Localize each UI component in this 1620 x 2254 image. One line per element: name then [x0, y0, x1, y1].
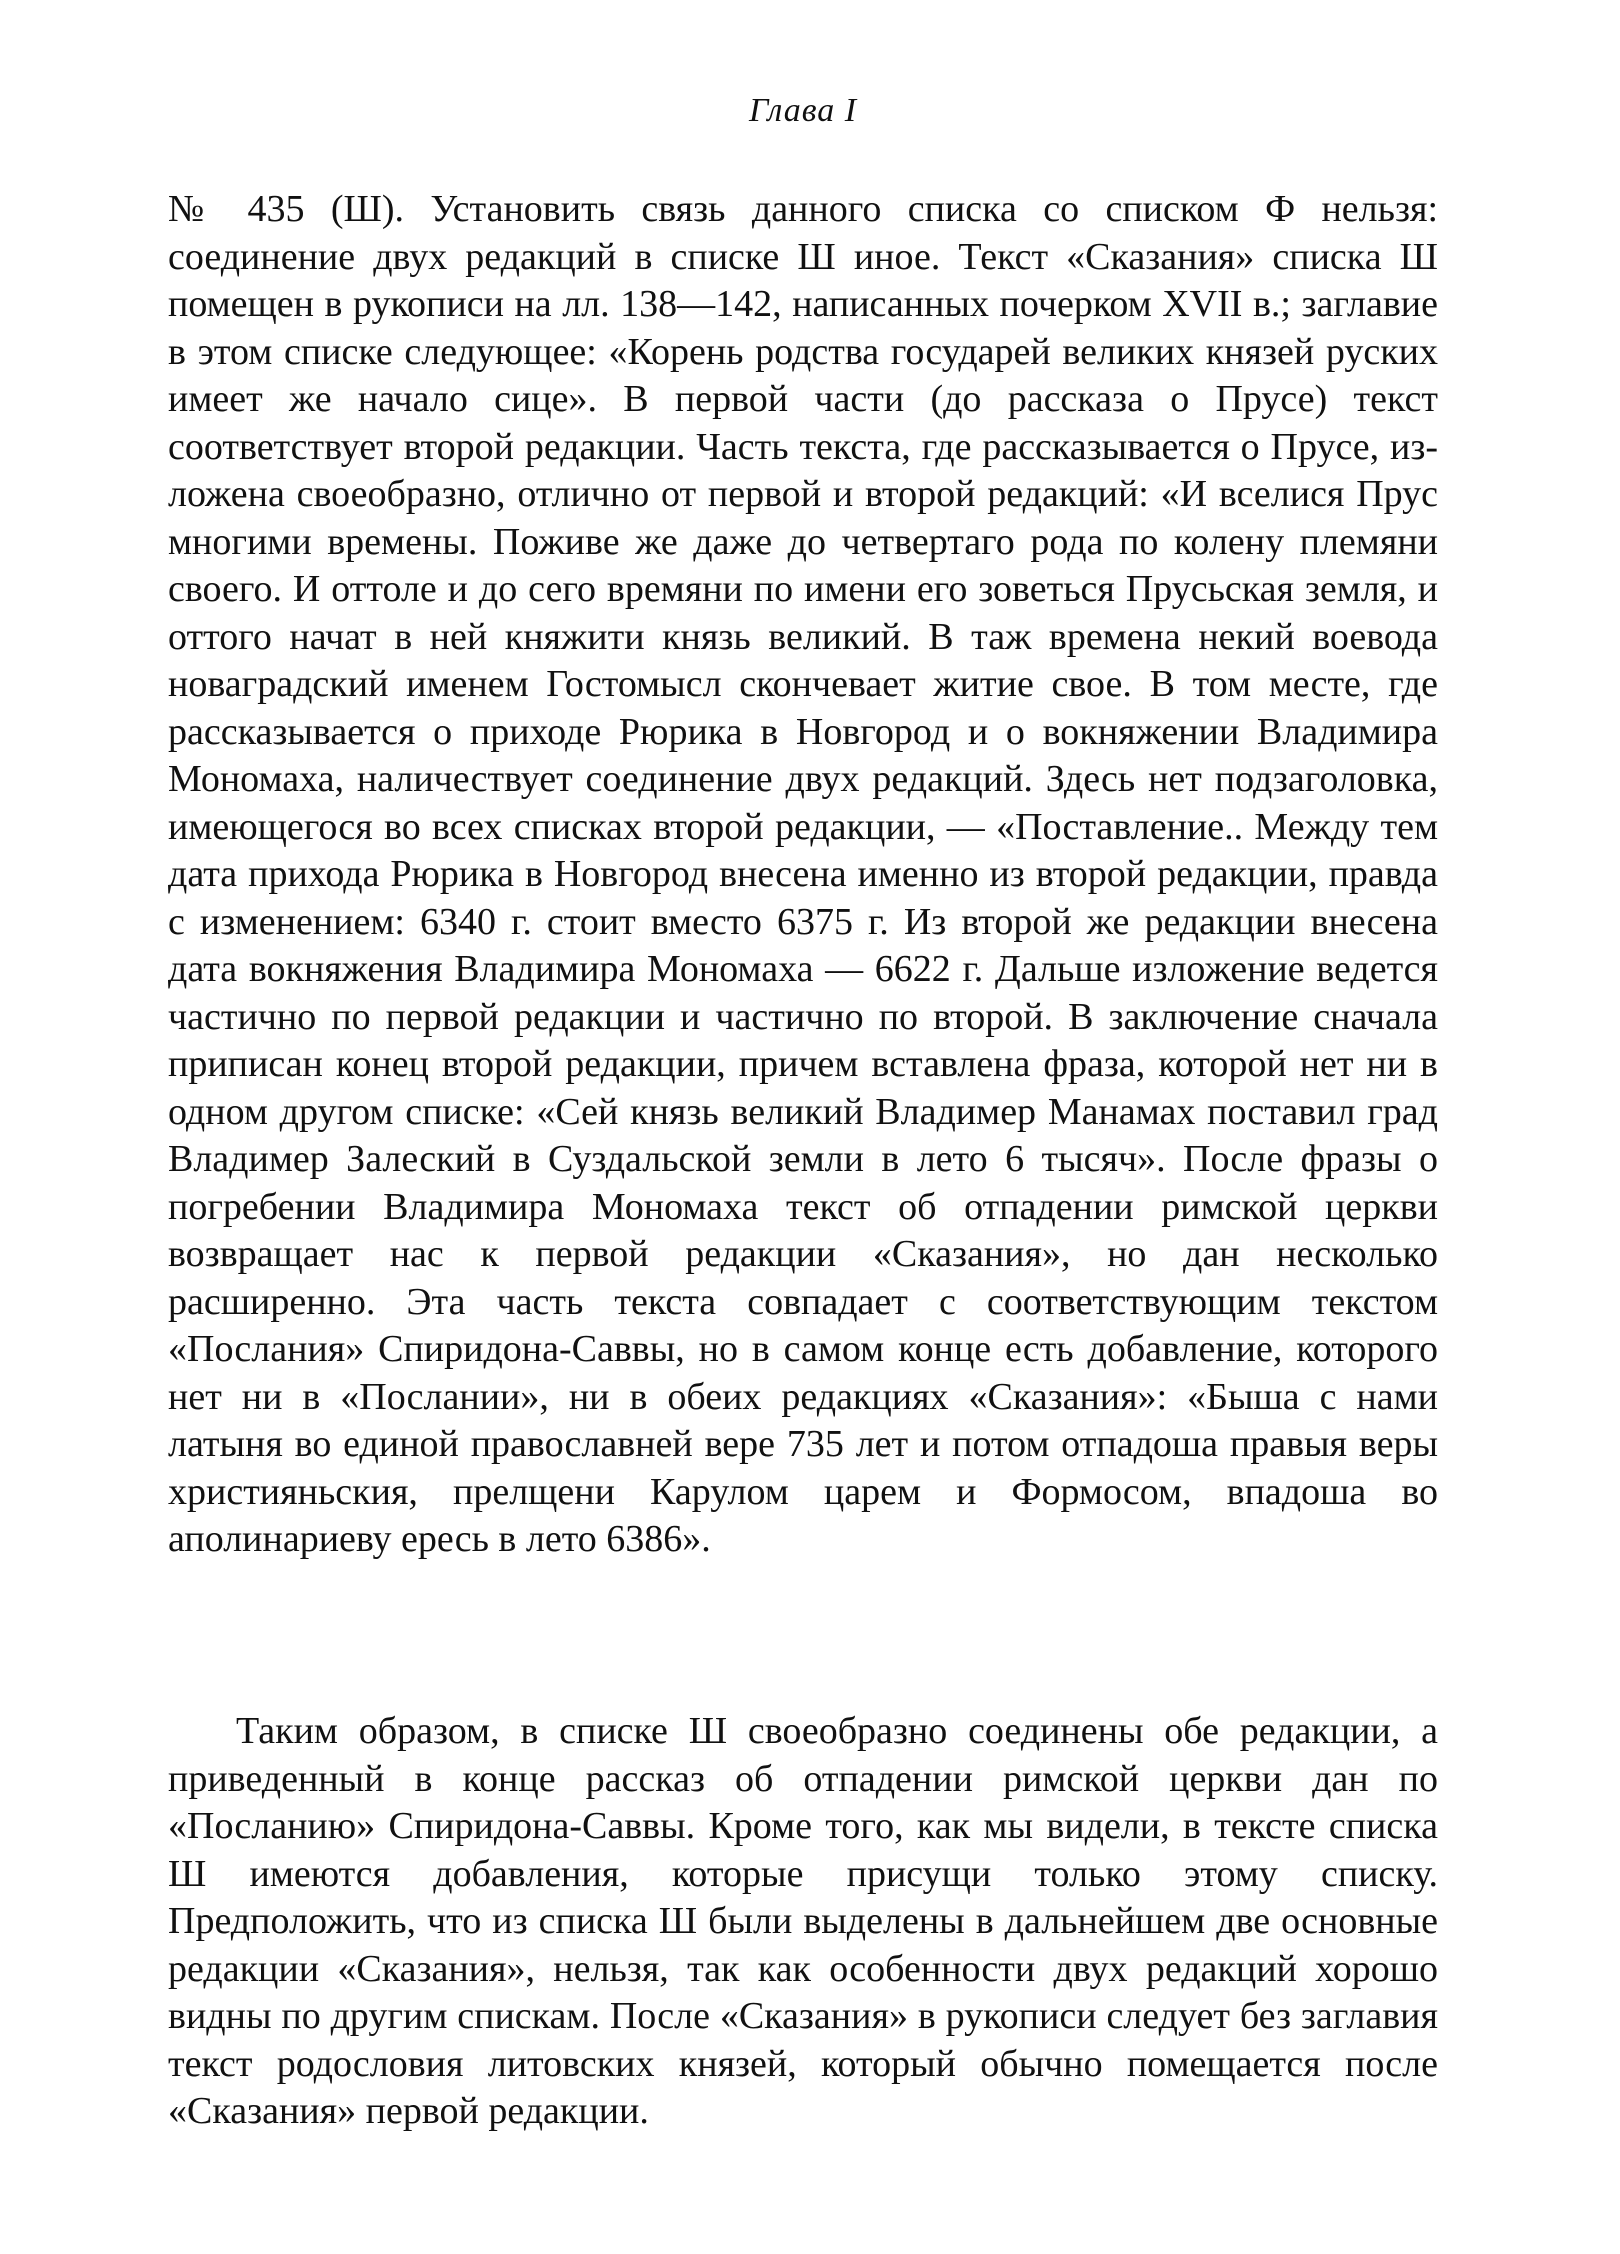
- body-paragraph: № 435 (Ш). Установить связь данного списка со списком Ф нельзя: соединение двух редакций в списке Ш иное. Текст «Сказания» списка Ш помещен в рукописи на лл. 138—142, написанных почерком XVII в.; заглавие в этом списке следующее: «Корень родства государей великих князей руских имеет же начало сице». В первой части (до рассказа о Прусе) текст соответствует второй редакции. Часть текста, где рассказывается о Прусе, изложена своеобразно, отлично от первой и второй редакций: «И вселися Прус многими времены. Поживе же даже до четвертаго рода по колену племяни своего. И оттоле и до сего времяни по имени его зоветься Прусьская земля, и оттого начат в ней княжити князь великий. В таж времена некий воевода новаградский именем Гостомысл скончевает житие свое. В том месте, где рассказывается о приходе Рюрика в Новгород и о вокняжении Владимира Мономаха, наличествует соединение двух редакций. Здесь нет подзаголовка, имеющегося во всех списках второй редакции, — «Поставление.. Между тем дата прихода Рюрика в Новгород внесена именно из второй редакции, правда с изменением: 6340 г. стоит вместо 6375 г. Из второй же редакции внесена дата вокняжения Владимира Мономаха — 6622 г. Дальше изложение ведется частично по первой редакции и частично по второй. В заключение сначала приписан конец второй редакции, причем вставлена фраза, которой нет ни в одном другом списке: «Сей князь великий Владимер Манамах поставил град Владимер Залеский в Суздальской земли в лето 6 тысяч». После фразы о погребении Владимира Мономаха текст об отпадении римской церкви возвращает нас к первой редакции «Сказания», но дан несколько расширенно. Эта часть текста совпадает с соответствующим текстом «Послания» Спиридона-Саввы, но в самом конце есть добавление, которого нет ни в «Послании», ни в обеих редакциях «Сказания»: «Быша с нами латыня во единой православней вере 735 лет и потом отпадоша правыя веры християньския, прелщени Карулом царем и Формосом, впадоша во аполинариеву ересь в лето 6386».: [168, 188, 1438, 1560]
- running-header: Глава I: [748, 92, 858, 129]
- body-paragraph: Таким образом, в списке Ш своеобразно соединены обе редакции, а приведенный в конце рассказ об отпадении римской церкви дан по «Посланию» Спиридона-Саввы. Кроме того, как мы видели, в тексте списка Ш имеются добавления, которые присущи только этому списку. Предположить, что из списка Ш были выделены в дальнейшем две основные редакции «Сказания», нельзя, так как особенности двух редакций хорошо видны по другим спискам. После «Сказания» в рукописи следует без заглавия текст родословия литовских князей, который обычно помещается после «Сказания» первой редакции.: [168, 1710, 1438, 2132]
